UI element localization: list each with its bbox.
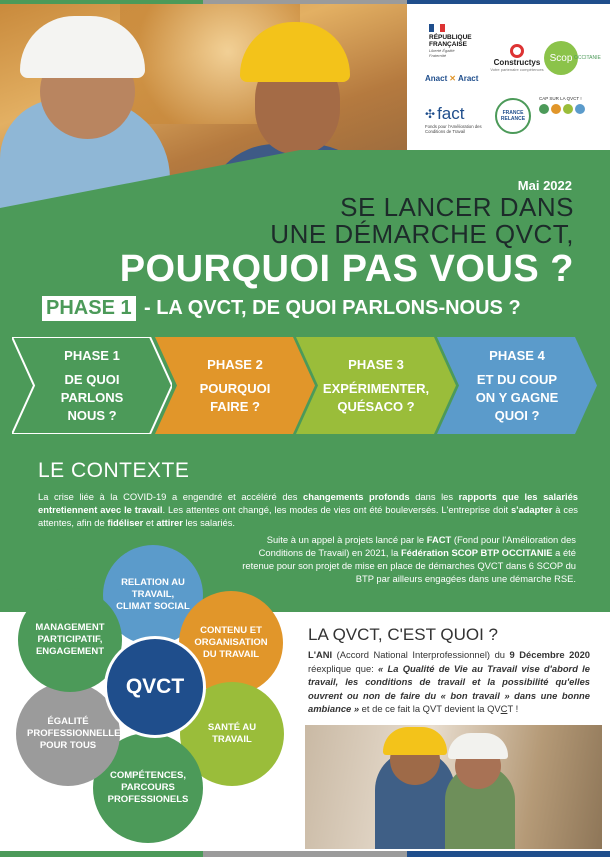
qvct-theme-label: ÉGALITÉ PROFESSIONNELLE POUR TOUS bbox=[27, 716, 121, 751]
phase-subtitle-line: EXPÉRIMENTER, bbox=[322, 380, 430, 396]
qvct-center-circle: QVCT bbox=[104, 636, 206, 738]
phase-label: PHASE 2 bbox=[207, 356, 263, 372]
qvct-definition-text: L'ANI (Accord National Interprofessionnel) du 9 Décembre 2020 réexplique que: « La Qualité de Vie au Travail vise d'abord le travail, les conditions de travail et la possibilité qu'elles ouvrent ou non de faire du « bon travail » dans une bonne ambiance » et de ce fait la QVT devient la QVCT ! bbox=[308, 649, 590, 714]
qvct-theme-label: SANTÉ AU TRAVAIL bbox=[207, 722, 257, 745]
phase-chevron-2 bbox=[155, 337, 315, 434]
cap-sur-la-qvct-logo: CAP SUR LA QVCT ! bbox=[539, 96, 601, 114]
workers-photo bbox=[305, 725, 602, 849]
qvct-definition-title: LA QVCT, C'EST QUOI ? bbox=[308, 625, 498, 644]
phase-chevron-4 bbox=[437, 337, 597, 434]
phase-chevron-3 bbox=[296, 337, 456, 434]
fact-logo: ✣ fact Fonds pour l'Amélioration des Conditions de Travail bbox=[425, 104, 482, 134]
phase-title: - LA QVCT, DE QUOI PARLONS-NOUS ? bbox=[144, 297, 521, 319]
scop-occitanie-logo: Scop OCCITANIE bbox=[544, 41, 604, 75]
constructys-logo: Constructys Votre partenaire compétences bbox=[487, 44, 547, 72]
phase-subtitle-line: DE QUOI bbox=[64, 371, 120, 387]
headline-line-1: SE LANCER DANS bbox=[340, 192, 574, 222]
qvct-theme-label: RELATION AU TRAVAIL, CLIMAT SOCIAL bbox=[116, 577, 190, 612]
phase-subtitle-line: PARLONS bbox=[60, 389, 124, 405]
context-title: LE CONTEXTE bbox=[38, 459, 190, 482]
partner-logos bbox=[407, 4, 610, 154]
qvct-theme-label: COMPÉTENCES, PARCOURS PROFESSIONELS bbox=[107, 770, 189, 805]
phase-chevron-1 bbox=[12, 337, 172, 434]
phase-subtitle-line: ET DU COUP bbox=[476, 371, 558, 387]
phase-subtitle-line: ON Y GAGNE bbox=[475, 389, 559, 405]
context-paragraph-2: Suite à un appel à projets lancé par le FACT (Fond pour l'Amélioration des Conditions de Travail) en 2021, la Fédération SCOP BTP OCCITANIE a été retenue pour son projet de mise en place de démarches QVCT dans 6 SCOP du BTP par ailleurs engagées dans une démarche RSE. bbox=[242, 534, 576, 584]
france-relance-logo: FRANCE RELANCE bbox=[495, 98, 531, 134]
qvct-theme-label: CONTENU ET ORGANISATION DU TRAVAIL bbox=[194, 625, 268, 660]
phase-subtitle-line: NOUS ? bbox=[67, 407, 117, 423]
phase-label: PHASE 1 bbox=[64, 347, 120, 363]
phase-label: PHASE 4 bbox=[489, 347, 545, 363]
bottom-color-stripe bbox=[0, 851, 610, 857]
anact-aract-logo: Anact ✕ Aract bbox=[425, 74, 479, 83]
phase-subtitle-line: QUÉSACO ? bbox=[337, 398, 415, 414]
phase-subtitle-line: QUOI ? bbox=[494, 407, 540, 423]
phase-subtitle-line: POURQUOI bbox=[199, 380, 271, 396]
qvct-theme-label: MANAGEMENT PARTICIPATIF, ENGAGEMENT bbox=[35, 622, 105, 657]
republique-francaise-logo: RÉPUBLIQUE FRANÇAISE Liberté Égalité Fraternité bbox=[429, 24, 489, 58]
phase-tag: PHASE 1 bbox=[42, 296, 136, 321]
phase-subtitle-line: FAIRE ? bbox=[210, 398, 260, 414]
publication-date: Mai 2022 bbox=[517, 178, 572, 193]
phase-label: PHASE 3 bbox=[348, 356, 404, 372]
context-paragraph-1: La crise liée à la COVID-19 a engendré et accéléré des changements profonds dans les rapports que les salariés entretiennent avec le travail. Les attentes ont changé, les modes de vies ont été bouleversés. L'entreprise doit s'adapter à ces attentes, afin de fidéliser et attirer les salariés. bbox=[38, 491, 579, 528]
headline-line-2: UNE DÉMARCHE QVCT, bbox=[270, 219, 574, 249]
headline-main: POURQUOI PAS VOUS ? bbox=[119, 248, 574, 290]
